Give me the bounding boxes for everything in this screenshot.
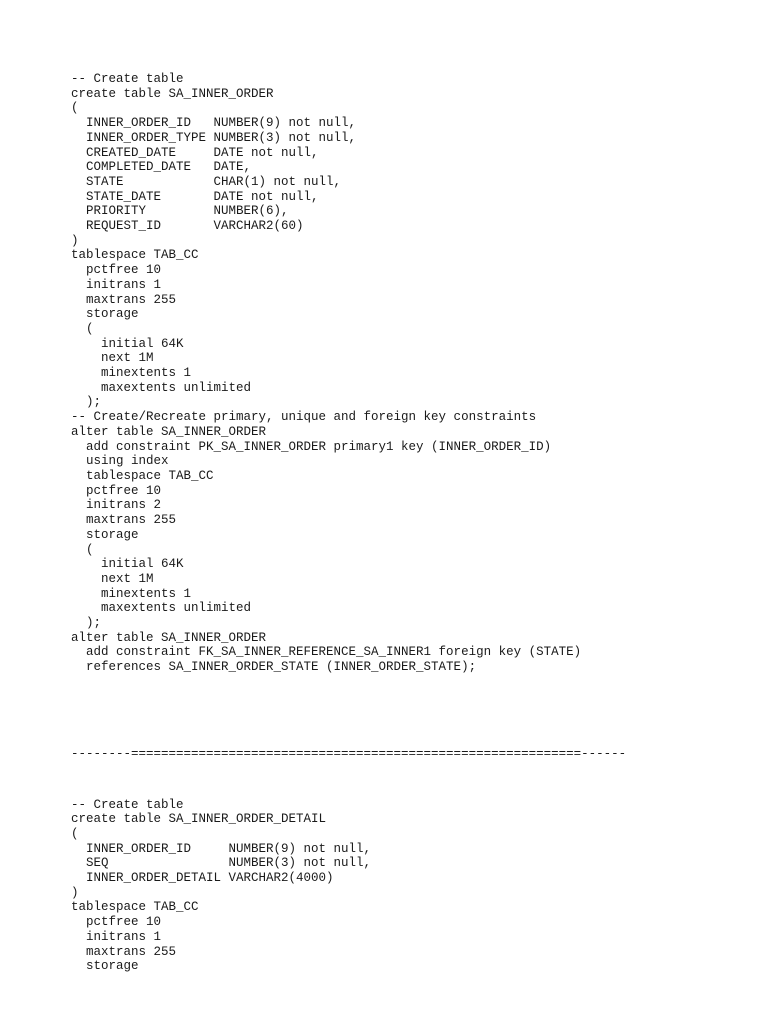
document-page: [71, 72, 751, 974]
blank-space: [71, 675, 751, 711]
sql-block-sa-inner-order: -- Create table create table SA_INNER_ORDER ( INNER_ORDER_ID NUMBER(9) not null, INNER_ORDER_TYPE NUMBER(3) not null, CREATED_DATE DATE not null, COMPLETED_DATE DATE, STATE CHAR(1) not null, STATE_DATE DATE not null, PRIORITY NUMBER(6), REQUEST_ID VARCHAR2(60) ) tablespace TAB_CC pctfree 10 initrans 1 maxtrans 255 storage ( initial 64K next 1M minextents 1 maxextents unlimited ); -- Create/Recreate primary, unique and foreign key constraints alter table SA_INNER_ORDER add constraint PK_SA_INNER_ORDER primary1 key (INNER_ORDER_ID) using index tablespace TAB_CC pctfree 10 initrans 2 maxtrans 255 storage ( initial 64K next 1M minextents 1 maxextents unlimited ); alter table SA_INNER_ORDER add constraint FK_SA_INNER_REFERENCE_SA_INNER1 foreign key (STATE) references SA_INNER_ORDER_STATE (INNER_ORDER_STATE);: [71, 72, 582, 675]
separator-line: --------============================================================------: [71, 746, 627, 761]
blank-space: [71, 762, 751, 798]
sql-block-sa-inner-order-detail: -- Create table create table SA_INNER_ORDER_DETAIL ( INNER_ORDER_ID NUMBER(9) not null, SEQ NUMBER(3) not null, INNER_ORDER_DETAIL VARCHAR2(4000) ) tablespace TAB_CC pctfree 10 initrans 1 maxtrans 255 storage: [71, 797, 372, 974]
blank-space: [71, 711, 751, 747]
